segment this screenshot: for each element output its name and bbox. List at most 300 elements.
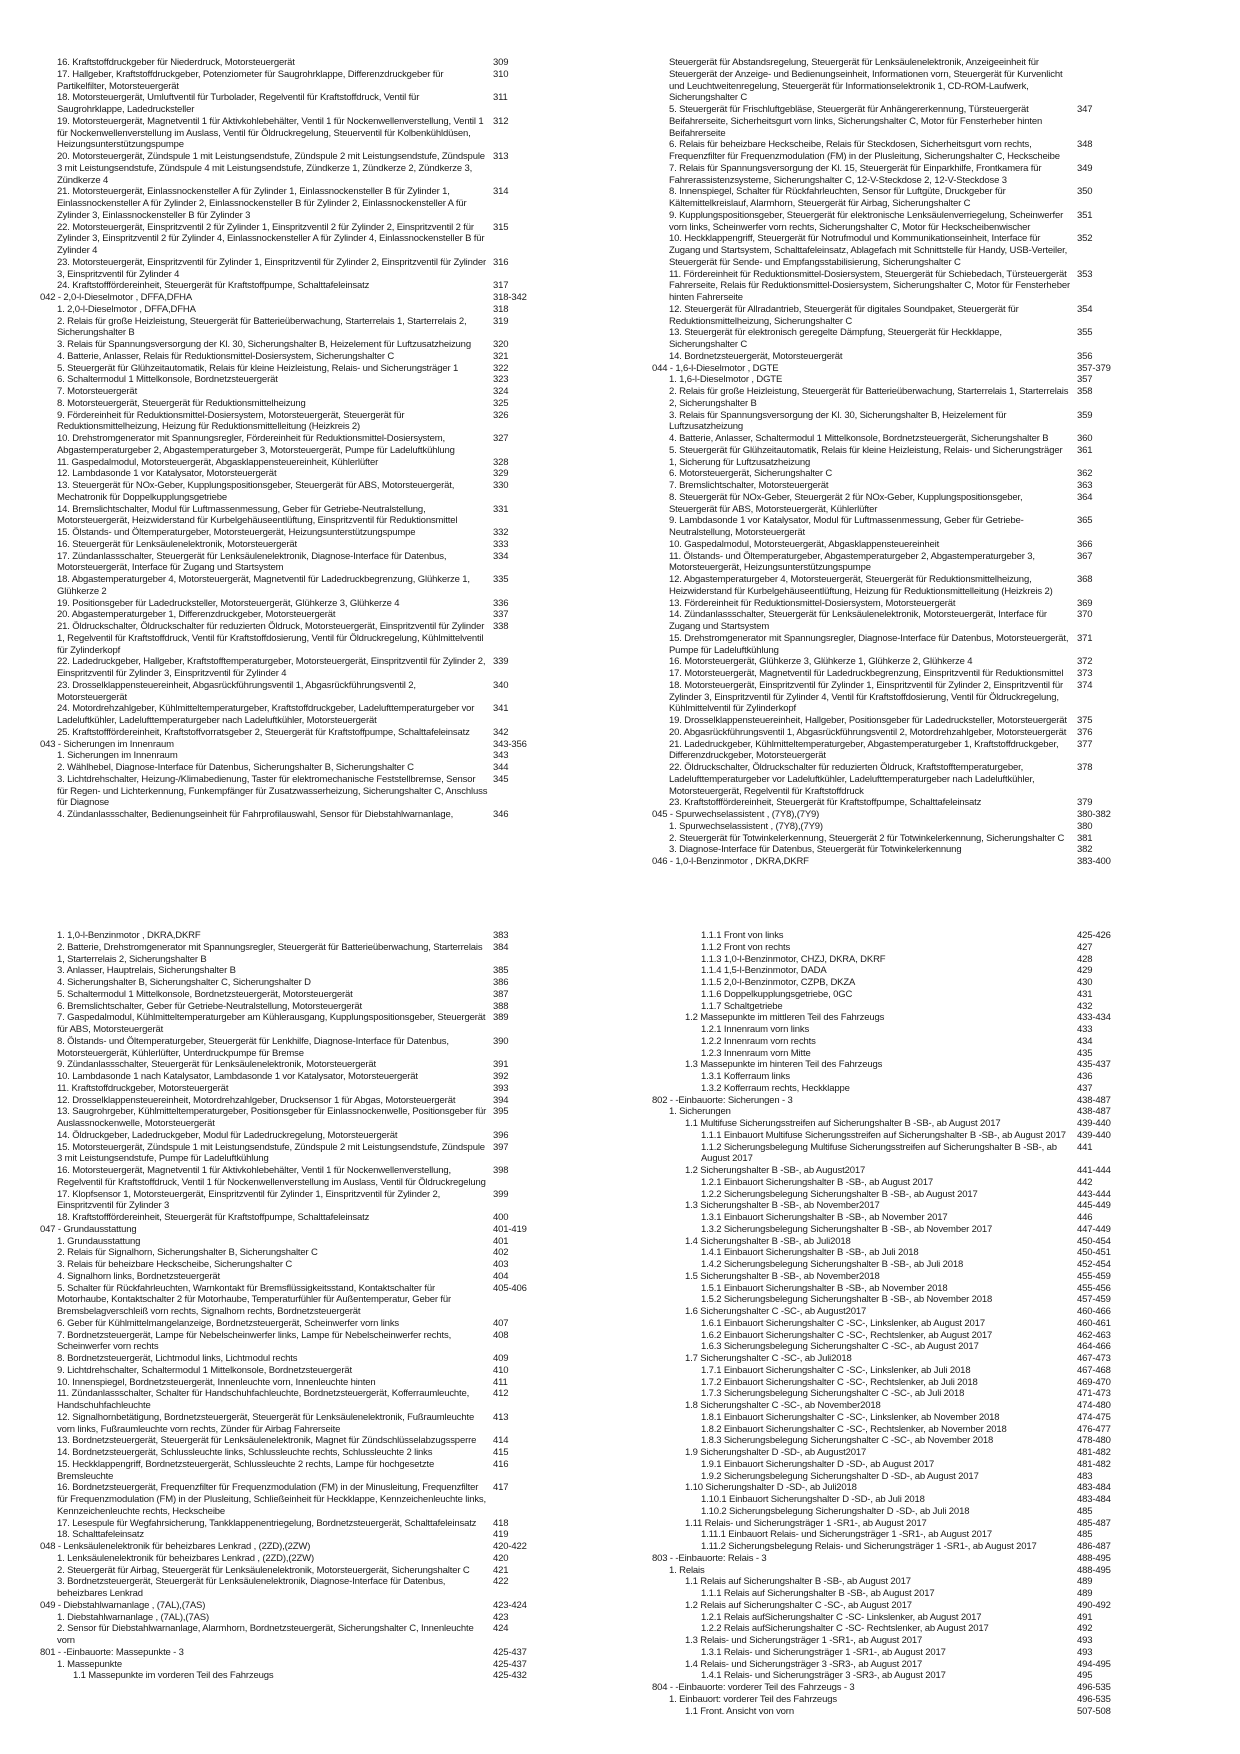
toc-entry (40, 351, 540, 363)
toc-entry (652, 574, 1122, 598)
toc-entry-text: 15. Drehstromgenerator mit Spannungsregler, Diagnose-Interface für Datenbus, Motorsteuergerät, Pumpe für Ladeluftkühlung (669, 632, 1069, 656)
toc-entry-text: 9. Lambdasonde 1 vor Katalysator, Modul für Luftmassenmessung, Geber für Getriebe-Neutralstellung, Motorsteuergerät (669, 515, 1024, 538)
toc-entry-text: 5. Schaltermodul 1 Mittelkonsole, Bordnetzsteuergerät, Motorsteuergerät (57, 988, 353, 1000)
toc-entry-text: 25. Kraftstofffördereinheit, Kraftstoffvorratsgeber 2, Steuergerät für Kraftstoffpumpe, Schalttafeleinsatz (57, 726, 470, 738)
toc-entry-pages: 377 (1077, 738, 1093, 750)
toc-entry (652, 1518, 1122, 1530)
toc-entry (652, 1294, 1122, 1306)
toc-entry-text: 6. Motorsteuergerät, Sicherungshalter C (669, 468, 833, 480)
toc-entry-pages: 476-477 (1077, 1423, 1111, 1435)
toc-entry (40, 504, 540, 528)
toc-entry-pages: 318-342 (493, 292, 527, 303)
toc-entry (40, 574, 540, 598)
toc-entry-pages: 436 (1077, 1071, 1093, 1082)
toc-entry-pages: 450-451 (1077, 1247, 1111, 1259)
toc-entry-text: 11. Fördereinheit für Reduktionsmittel-Dosiersystem, Steuergerät für Schiebedach, Türsteuergerät Fahrerseite, Relais für Reduktionsmittel-Dosiersystem, Sicherungshalter C, Motor für Fensterheber hinten Fahrerseite (669, 268, 1070, 303)
toc-entry (652, 1106, 1122, 1118)
toc-entry-text: 16. Kraftstoffdruckgeber für Niederdruck, Motorsteuergerät (57, 57, 295, 68)
toc-entry (652, 954, 1122, 966)
toc-entry-pages: 360 (1077, 433, 1093, 444)
toc-entry-pages: 342 (493, 726, 509, 738)
toc-entry (652, 1529, 1122, 1541)
toc-entry (40, 1083, 540, 1095)
toc-entry (40, 1553, 540, 1565)
toc-entry (652, 930, 1122, 942)
toc-entry (40, 292, 540, 304)
toc-entry (652, 1341, 1122, 1353)
toc-entry-pages: 383 (493, 930, 509, 941)
toc-entry-pages: 386 (493, 977, 509, 988)
toc-entry-text: 18. Abgastemperaturgeber 4, Motorsteuergerät, Magnetventil für Ladedruckbegrenzung, Glühkerze 1, Glühkerze 2 (57, 574, 470, 597)
toc-entry-pages: 489 (1077, 1576, 1093, 1588)
toc-entry-pages: 380 (1077, 820, 1093, 832)
toc-entry-pages: 361 (1077, 444, 1093, 456)
toc-entry-pages: 384 (493, 941, 509, 953)
toc-entry-pages: 321 (493, 350, 509, 362)
toc-entry (652, 844, 1122, 856)
toc-entry (40, 1647, 540, 1659)
toc-entry (652, 1353, 1122, 1365)
toc-entry-text: 13. Bordnetzsteuergerät, Steuergerät für Lenksäulenelektronik, Magnet für Zündschlüsselabzugssperre (57, 1435, 477, 1447)
toc-entry-text: 1.7.1 Einbauort Sicherungshalter C -SC-, Linkslenker, ab Juli 2018 (701, 1364, 971, 1376)
toc-entry-text: 11. Gaspedalmodul, Motorsteuergerät, Abgasklappensteuereinheit, Kühlerlüfter (57, 456, 379, 468)
toc-entry-pages: 455-459 (1077, 1270, 1111, 1282)
toc-entry-pages: 347 (1077, 104, 1093, 115)
toc-entry (652, 1130, 1122, 1142)
toc-column-bottom-left (40, 930, 540, 1682)
toc-entry-text: 17. Lesespule für Wegfahrsicherung, Tankklappenentriegelung, Bordnetzsteuergerät, Schalttafeleinsatz (57, 1517, 477, 1529)
toc-entry-text: 1.1.2 Sicherungsbelegung Multifuse Sicherungsstreifen auf Sicherungshalter B -SB-, ab August 2017 (701, 1141, 1057, 1165)
toc-entry (40, 1412, 540, 1436)
toc-entry-pages: 400 (493, 1212, 509, 1223)
toc-entry-text: 1.1 Massepunkte im vorderen Teil des Fahrzeugs (73, 1670, 274, 1682)
toc-entry-pages: 417 (493, 1482, 509, 1494)
toc-entry-text: 1.8 Sicherungshalter C -SC-, ab November2018 (685, 1400, 881, 1411)
toc-entry-pages: 358 (1077, 386, 1093, 397)
toc-entry-pages: 311 (493, 92, 508, 104)
toc-entry-text: 8. Steuergerät für NOx-Geber, Steuergerät 2 für NOx-Geber, Kupplungspositionsgeber, Steuergerät für ABS, Motorsteuergerät, Kühlerlüfter (669, 491, 1023, 515)
toc-entry (652, 715, 1122, 727)
toc-entry (40, 1435, 540, 1447)
toc-entry-pages: 420-422 (493, 1541, 527, 1552)
toc-entry-text: 12. Abgastemperaturgeber 4, Motorsteuergerät, Steuergerät für Reduktionsmittelheizung, Heizwiderstand für Kurbelgehäuseentlüftung, Heizung für Reduktionsmittelleitung (Heizkreis 2) (669, 574, 1053, 597)
toc-entry-text: 1.4.1 Relais- und Sicherungsträger 3 -SR3-, ab August 2017 (701, 1670, 946, 1682)
toc-entry-pages: 414 (493, 1435, 509, 1447)
toc-entry (652, 762, 1122, 797)
toc-entry-text: 22. Öldruckschalter, Öldruckschalter für reduzierten Öldruck, Kraftstofftemperaturgeber, Ladelufttemperaturgeber vor Ladeluftkühler, Ladelufttemperaturgeber nach Ladeluftkühler, Motorsteuergerät, Regelventil für Kraftstoffdruck (669, 762, 1035, 797)
toc-entry-text: 1.1.5 2,0-l-Benzinmotor, CZPB, DKZA (701, 977, 856, 988)
toc-entry-text: 13. Steuergerät für elektronisch geregelte Dämpfung, Steuergerät für Heckklappe, Sicherungshalter C (669, 327, 1002, 350)
toc-entry-pages: 357 (1077, 374, 1093, 386)
toc-entry-pages: 442 (1077, 1176, 1093, 1188)
toc-entry-text: Steuergerät für Abstandsregelung, Steuergerät für Lenksäulenelektronik, Anzeigeeinheit für Steuergerät der Anzeige- und Bedienungseinheit, Informationen vorn, Steuergerät für Kurvenlicht und Leuchtweitenregelung, Steuergerät für Informationselektronik 1, CD-ROM-Laufwerk, Sicherungshalter C (669, 57, 1063, 104)
toc-entry-pages: 327 (493, 433, 509, 444)
toc-entry (40, 1106, 540, 1130)
toc-entry (40, 527, 540, 539)
toc-entry (652, 233, 1122, 268)
toc-entry-text: 1.9.2 Sicherungsbelegung Sicherungshalter D -SD-, ab August 2017 (701, 1470, 979, 1482)
toc-entry-pages: 431 (1077, 988, 1093, 1000)
toc-entry-pages: 439-440 (1077, 1129, 1111, 1141)
toc-entry-text: 4. Zündanlassschalter, Bedienungseinheit für Fahrprofilauswahl, Sensor für Diebstahlwarnanlage, (57, 809, 454, 820)
toc-entry-text: 1. Spurwechselassistent , (7Y8),(7Y9) (669, 820, 823, 832)
toc-entry-text: 1.1.1 Front von links (701, 930, 784, 941)
toc-entry-pages: 346 (493, 809, 509, 820)
toc-entry-text: 20. Abgasrückführungsventil 1, Abgasrückführungsventil 2, Motordrehzahlgeber, Motorsteuergerät (669, 726, 1067, 738)
toc-entry-text: 3. Diagnose-Interface für Datenbus, Steuergerät für Totwinkelerkennung (669, 844, 962, 856)
toc-entry (652, 468, 1122, 480)
toc-entry-text: 4. Batterie, Anlasser, Relais für Reduktionsmittel-Dosiersystem, Sicherungshalter C (57, 350, 395, 362)
toc-entry-pages: 349 (1077, 162, 1093, 174)
toc-entry-text: 8. Motorsteuergerät, Steuergerät für Reduktionsmittelheizung (57, 397, 306, 409)
toc-entry-text: 1.2 Massepunkte im mittleren Teil des Fahrzeugs (685, 1012, 885, 1024)
toc-entry-text: 4. Signalhorn links, Bordnetzsteuergerät (57, 1270, 220, 1282)
toc-entry (40, 1518, 540, 1530)
toc-entry (652, 1236, 1122, 1248)
toc-entry-text: 1. Sicherungen im Innenraum (57, 750, 178, 762)
toc-entry (40, 1212, 540, 1224)
toc-entry-text: 22. Ladedruckgeber, Hallgeber, Kraftstofftemperaturgeber, Motorsteuergerät, Einspritzventil für Zylinder 2, Einspritzventil für Zylinder 3, Einspritzventil für Zylinder 4 (57, 656, 486, 679)
toc-entry (652, 1565, 1122, 1577)
toc-entry-pages: 385 (493, 965, 509, 977)
toc-entry-text: 1.3 Massepunkte im hinteren Teil des Fahrzeugs (685, 1059, 883, 1071)
toc-entry-text: 2. Steuergerät für Airbag, Steuergerät für Lenksäulenelektronik, Motorsteuergerät, Sicherungshalter C (57, 1564, 470, 1576)
toc-entry (652, 1706, 1122, 1718)
toc-entry-text: 046 - 1,0-l-Benzinmotor , DKRA,DKRF (652, 856, 809, 867)
toc-entry-text: 13. Fördereinheit für Reduktionsmittel-Dosiersystem, Motorsteuergerät (669, 597, 956, 609)
toc-entry-pages: 309 (493, 57, 509, 68)
toc-entry-pages: 351 (1077, 209, 1093, 221)
toc-entry (652, 1012, 1122, 1024)
toc-entry-text: 3. Bordnetzsteuergerät, Steuergerät für Lenksäulenelektronik, Diagnose-Interface für Datenbus, beheizbares Lenkrad (57, 1576, 446, 1599)
toc-entry (652, 1694, 1122, 1706)
toc-entry-text: 5. Steuergerät für Glühzeitautomatik, Relais für kleine Heizleistung, Relais- und Sicherungsträger 1, Sicherung für Luftzusatzheizung (669, 444, 1063, 468)
toc-entry-text: 1.5 Sicherungshalter B -SB-, ab November2018 (685, 1270, 880, 1282)
toc-entry (652, 977, 1122, 989)
toc-entry-pages: 493 (1077, 1635, 1093, 1646)
toc-entry (652, 942, 1122, 954)
toc-entry-pages: 328 (493, 456, 509, 468)
toc-entry-text: 3. Lichtdrehschalter, Heizung-/Klimabedienung, Taster für elektromechanische Feststellbremse, Sensor für Regen- und Lichterkennung, Funkempfänger für Zusatzwasserheizung, Sicherungshalter C, Anschluss für Diagnose (57, 773, 488, 809)
toc-entry (652, 57, 1122, 104)
toc-entry-text: 2. Relais für Signalhorn, Sicherungshalter B, Sicherungshalter C (57, 1247, 318, 1259)
toc-entry-text: 13. Steuergerät für NOx-Geber, Kupplungspositionsgeber, Steuergerät für ABS, Motorsteuergerät, Mechatronik für Doppelkupplungsgetriebe (57, 480, 455, 503)
toc-entry-text: 9. Lichtdrehschalter, Schaltermodul 1 Mittelkonsole, Bordnetzsteuergerät (57, 1364, 352, 1376)
toc-entry-text: 2. Wählhebel, Diagnose-Interface für Datenbus, Sicherungshalter B, Sicherungshalter C (57, 762, 414, 773)
toc-entry-text: 18. Schalttafeleinsatz (57, 1529, 145, 1541)
toc-entry-pages: 419 (493, 1529, 509, 1541)
toc-entry-pages: 428 (1077, 953, 1093, 965)
toc-entry-pages: 382 (1077, 844, 1093, 856)
toc-entry-pages: 368 (1077, 574, 1093, 585)
toc-entry (40, 116, 540, 151)
toc-entry-text: 1.11 Relais- und Sicherungsträger 1 -SR1-, ab August 2017 (685, 1517, 927, 1529)
toc-entry-pages: 335 (493, 574, 509, 585)
toc-entry-text: 11. Kraftstoffdruckgeber, Motorsteuergerät (57, 1082, 229, 1094)
toc-entry-text: 1.2.2 Sicherungsbelegung Sicherungshalter B -SB-, ab August 2017 (701, 1188, 978, 1200)
toc-entry (652, 104, 1122, 139)
toc-entry-text: 3. Relais für Spannungsversorgung der Kl. 30, Sicherungshalter B, Heizelement für Luftzusatzheizung (57, 339, 471, 350)
toc-entry-pages: 319 (493, 315, 509, 327)
toc-entry-text: 043 - Sicherungen im Innenraum (40, 738, 174, 750)
toc-entry-text: 13. Saugrohrgeber, Kühlmitteltemperaturgeber, Positionsgeber für Einlassnockenwelle, Positionsgeber für Auslassnockenwelle, Motorsteuergerät (57, 1106, 487, 1129)
toc-entry-pages: 483-484 (1077, 1494, 1111, 1505)
toc-entry-text: 10. Innenspiegel, Bordnetzsteuergerät, Innenleuchte vorn, Innenleuchte hinten (57, 1376, 376, 1388)
toc-entry (40, 1224, 540, 1236)
toc-entry (652, 1588, 1122, 1600)
toc-entry-text: 12. Signalhornbetätigung, Bordnetzsteuergerät, Steuergerät für Lenksäulenelektronik, Fußraumleuchte vorn links, Fußraumleuchte vorn rechts, Zünder für Airbag Fahrerseite (57, 1411, 475, 1435)
toc-entry-pages: 435 (1077, 1047, 1093, 1059)
toc-entry-text: 1.1 Front. Ansicht von vorn (685, 1705, 794, 1717)
toc-entry-text: 17. Klopfsensor 1, Motorsteuergerät, Einspritzventil für Zylinder 1, Einspritzventil für Zylinder 2, Einspritzventil für Zylinder 3 (57, 1188, 441, 1212)
toc-entry-text: 16. Motorsteuergerät, Magnetventil 1 für Aktivkohlebehälter, Ventil 1 für Nockenwellenverstellung, Regelventil für Kraftstoffdruck, Ventil 1 für Nockenwellenverstellung im Auslass, Ventil für Öldruckregelung (57, 1165, 486, 1188)
toc-entry (652, 1330, 1122, 1342)
toc-entry-text: 16. Steuergerät für Lenksäulenelektronik, Motorsteuergerät (57, 538, 298, 550)
toc-entry-text: 1. Einbauort: vorderer Teil des Fahrzeugs (669, 1693, 837, 1705)
toc-entry-pages: 427 (1077, 941, 1093, 953)
toc-entry-text: 1.10 Sicherungshalter D -SD-, ab Juli2018 (685, 1482, 857, 1494)
toc-entry (652, 1494, 1122, 1506)
toc-entry-text: 10. Lambdasonde 1 nach Katalysator, Lambdasonde 1 vor Katalysator, Motorsteuergerät (57, 1071, 418, 1082)
toc-entry-pages: 318 (493, 303, 509, 315)
toc-entry-pages: 425-426 (1077, 930, 1111, 941)
toc-entry (652, 1400, 1122, 1412)
toc-entry-pages: 415 (493, 1447, 509, 1458)
toc-entry (40, 57, 540, 69)
toc-entry-text: 1.3.2 Sicherungsbelegung Sicherungshalter B -SB-, ab November 2017 (701, 1223, 993, 1235)
toc-entry (40, 186, 540, 221)
toc-entry-text: 1.4.1 Einbauort Sicherungshalter B -SB-, ab Juli 2018 (701, 1247, 919, 1259)
toc-entry-pages: 491 (1077, 1611, 1093, 1623)
toc-entry (40, 965, 540, 977)
toc-entry-pages: 433 (1077, 1024, 1093, 1035)
toc-column-bottom-right (652, 930, 1122, 1717)
toc-entry (40, 1189, 540, 1213)
toc-entry (652, 1083, 1122, 1095)
toc-entry-text: 1.3.2 Kofferraum rechts, Heckklappe (701, 1082, 850, 1094)
toc-entry-pages: 441-444 (1077, 1165, 1111, 1176)
toc-entry-pages: 488-495 (1077, 1564, 1111, 1576)
toc-entry-pages: 494-495 (1077, 1658, 1111, 1670)
toc-entry-text: 14. Bremslichtschalter, Modul für Luftmassenmessung, Geber für Getriebe-Neutralstellung, Motorsteuergerät, Heizwiderstand für Kurbelgehäuseentlüftung, Einspritzventil für Reduktionsmittel (57, 503, 458, 527)
toc-entry (652, 609, 1122, 633)
toc-entry-text: 1. 1,0-l-Benzinmotor , DKRA,DKRF (57, 930, 201, 941)
toc-entry (40, 363, 540, 375)
toc-entry (40, 977, 540, 989)
toc-entry-text: 14. Bordnetzsteuergerät, Schlussleuchte links, Schlussleuchte rechts, Schlussleuchte 2 links (57, 1447, 433, 1458)
toc-entry-pages: 398 (493, 1165, 509, 1176)
toc-entry (652, 668, 1122, 680)
toc-entry-text: 1.2.3 Innenraum vorn Mitte (701, 1047, 811, 1059)
toc-entry (652, 1271, 1122, 1283)
toc-entry (40, 598, 540, 610)
toc-entry-text: 1.3 Sicherungshalter B -SB-, ab November2017 (685, 1200, 880, 1212)
toc-entry-text: 11. Ölstands- und Öltemperaturgeber, Abgastemperaturgeber 2, Abgastemperaturgeber 3, Motorsteuergerät, Heizungsunterstützungspumpe (669, 550, 1035, 574)
toc-entry-pages: 348 (1077, 139, 1093, 151)
toc-entry-pages: 485-487 (1077, 1517, 1111, 1529)
toc-entry (40, 1541, 540, 1553)
toc-entry-text: 1.6.3 Sicherungsbelegung Sicherungshalter C -SC-, ab August 2017 (701, 1341, 979, 1353)
toc-entry (40, 92, 540, 116)
toc-entry-text: 1.1 Multifuse Sicherungsstreifen auf Sicherungshalter B -SB-, ab August 2017 (685, 1118, 1001, 1129)
toc-entry (40, 727, 540, 739)
toc-entry-text: 1. 1,6-l-Dieselmotor , DGTE (669, 374, 783, 386)
toc-entry-text: 20. Abgastemperaturgeber 1, Differenzdruckgeber, Motorsteuergerät (57, 609, 336, 621)
toc-entry-pages: 443-444 (1077, 1188, 1111, 1200)
toc-entry-text: 1.3 Relais- und Sicherungsträger 1 -SR1-, ab August 2017 (685, 1635, 923, 1646)
toc-entry-text: 1.2.1 Innenraum vorn links (701, 1024, 810, 1035)
toc-entry-text: 7. Gaspedalmodul, Kühlmitteltemperaturgeber am Kühlerausgang, Kupplungspositionsgeber, Steuergerät für ABS, Motorsteuergerät (57, 1012, 486, 1035)
toc-entry-pages: 464-466 (1077, 1341, 1111, 1353)
toc-entry-pages: 420 (493, 1552, 509, 1564)
toc-entry-pages: 326 (493, 409, 509, 421)
toc-entry-pages: 478-480 (1077, 1435, 1111, 1447)
toc-entry-pages: 355 (1077, 327, 1093, 339)
toc-entry-pages: 425-432 (493, 1670, 527, 1682)
toc-entry-pages: 423 (493, 1611, 509, 1623)
toc-entry-text: 23. Kraftstofffördereinheit, Steuergerät für Kraftstoffpumpe, Schalttafeleinsatz (669, 797, 982, 809)
toc-entry (40, 989, 540, 1001)
toc-entry-text: 14. Öldruckgeber, Ladedruckgeber, Modul für Ladedruckregelung, Motorsteuergerät (57, 1129, 398, 1141)
toc-entry (652, 833, 1122, 845)
toc-entry (652, 1224, 1122, 1236)
toc-entry (40, 621, 540, 656)
toc-entry-text: 19. Motorsteuergerät, Magnetventil 1 für Aktivkohlebehälter, Ventil 1 für Nockenwellenverstellung, Ventil 1 für Nockenwellenverstellung im Auslass, Ventil für Öldruckregelung, Steuerventil für Kolbenkühldüsen, Heizungsunterstützungspumpe (57, 115, 484, 151)
toc-entry (652, 480, 1122, 492)
toc-entry (40, 930, 540, 942)
toc-entry (40, 551, 540, 575)
toc-entry-text: 048 - Lenksäulenelektronik für beheizbares Lenkrad , (2ZD),(2ZW) (40, 1541, 311, 1552)
toc-entry-text: 1.7.3 Sicherungsbelegung Sicherungshalter C -SC-, ab Juli 2018 (701, 1388, 965, 1400)
toc-entry (40, 809, 540, 821)
toc-entry (40, 1659, 540, 1671)
toc-entry-pages: 410 (493, 1364, 509, 1376)
toc-entry (40, 680, 540, 704)
toc-entry-pages: 383-400 (1077, 856, 1111, 867)
toc-entry-pages: 341 (493, 703, 509, 715)
toc-entry-pages: 387 (493, 988, 509, 1000)
toc-entry (652, 1623, 1122, 1635)
toc-entry-text: 1.5.1 Einbauort Sicherungshalter B -SB-, ab November 2018 (701, 1282, 948, 1294)
toc-entry-pages: 343-356 (493, 738, 527, 750)
toc-entry-pages: 337 (493, 609, 509, 621)
toc-entry (40, 762, 540, 774)
toc-entry-text: 1.11.2 Sicherungsbelegung Relais- und Sicherungsträger 1 -SR1-, ab August 2017 (701, 1541, 1037, 1552)
toc-entry-pages: 325 (493, 397, 509, 409)
toc-entry-pages: 391 (493, 1059, 509, 1071)
toc-entry (652, 1682, 1122, 1694)
toc-entry-pages: 340 (493, 679, 509, 691)
toc-entry-pages: 408 (493, 1329, 509, 1341)
toc-entry-text: 1. 2,0-l-Dieselmotor , DFFA,DFHA (57, 303, 196, 315)
toc-entry (652, 492, 1122, 516)
toc-entry (40, 1623, 540, 1647)
toc-entry-text: 1.10.2 Sicherungsbelegung Sicherungshalter D -SD-, ab Juli 2018 (701, 1505, 970, 1517)
toc-entry-pages: 404 (493, 1270, 509, 1282)
toc-entry-pages: 373 (1077, 668, 1093, 679)
toc-entry-pages: 493 (1077, 1646, 1093, 1658)
toc-entry-text: 1.1.1 Einbauort Multifuse Sicherungsstreifen auf Sicherungshalter B -SB-, ab August 2017 (701, 1129, 1066, 1141)
toc-entry (652, 1071, 1122, 1083)
toc-entry-text: 18. Motorsteuergerät, Einspritzventil für Zylinder 1, Einspritzventil für Zylinder 2, Einspritzventil für Zylinder 3, Einspritzventil für Zylinder 4, Ventil für Kraftstoffdosierung, Ventil für Öldruckregelung, Kühlmittelventil für Zylinderkopf (669, 679, 1063, 715)
toc-entry-pages: 441 (1077, 1141, 1093, 1153)
toc-entry-pages: 381 (1077, 832, 1093, 844)
toc-entry (40, 1012, 540, 1036)
toc-entry (652, 598, 1122, 610)
toc-entry-pages: 418 (493, 1517, 509, 1529)
toc-entry-text: 1.6.1 Einbauort Sicherungshalter C -SC-, Linkslenker, ab August 2017 (701, 1317, 985, 1329)
toc-entry-pages: 425-437 (493, 1646, 527, 1658)
toc-entry-text: 1.4 Relais- und Sicherungsträger 3 -SR3-, ab August 2017 (685, 1658, 923, 1670)
toc-entry-text: 1.8.3 Sicherungsbelegung Sicherungshalter C -SC-, ab November 2018 (701, 1435, 994, 1447)
toc-entry-pages: 447-449 (1077, 1223, 1111, 1235)
toc-entry-pages: 496-535 (1077, 1693, 1111, 1705)
toc-entry-text: 1.2.1 Relais aufSicherungshalter C -SC- Linkslenker, ab August 2017 (701, 1611, 982, 1623)
toc-entry-text: 1.2 Sicherungshalter B -SB-, ab August2017 (685, 1165, 866, 1176)
toc-entry-text: 16. Bordnetzsteuergerät, Frequenzfilter für Frequenzmodulation (FM) in der Minusleitung, Frequenzfilter für Frequenzmodulation (FM) in der Plusleitung, Schließeinheit für Heckklappe, Kennzeichenleuchte links, Kennzeichenleuchte rechts, Heckscheibe (57, 1482, 487, 1517)
toc-entry-pages: 334 (493, 550, 509, 562)
toc-entry (40, 1447, 540, 1459)
toc-entry-text: 1.4 Sicherungshalter B -SB-, ab Juli2018 (685, 1235, 851, 1247)
toc-entry-pages: 439-440 (1077, 1118, 1111, 1129)
toc-entry-pages: 380-382 (1077, 809, 1111, 820)
toc-entry (40, 1576, 540, 1600)
toc-entry (652, 1283, 1122, 1295)
toc-entry-pages: 345 (493, 773, 509, 785)
toc-entry-pages: 344 (493, 762, 509, 773)
toc-entry (652, 1435, 1122, 1447)
toc-entry (652, 1318, 1122, 1330)
toc-entry-pages: 412 (493, 1388, 509, 1400)
toc-entry-text: 18. Motorsteuergerät, Umluftventil für Turbolader, Regelventil für Kraftstoffdruck, Ventil für Saugrohrklappe, Ladedrucksteller (57, 92, 420, 115)
toc-entry (40, 480, 540, 504)
toc-entry-text: 1.8.1 Einbauort Sicherungshalter C -SC-, Linkslenker, ab November 2018 (701, 1411, 1000, 1423)
toc-entry-pages: 357-379 (1077, 362, 1111, 374)
toc-entry-text: 1.10.1 Einbauort Sicherungshalter D -SD-, ab Juli 2018 (701, 1494, 925, 1505)
toc-entry-text: 2. Relais für große Heizleistung, Steuergerät für Batterieüberwachung, Starterrelais 1, Starterrelais 2, Sicherungshalter B (57, 315, 467, 339)
toc-entry (652, 739, 1122, 763)
toc-entry-pages: 356 (1077, 350, 1093, 362)
toc-entry (40, 1529, 540, 1541)
toc-entry (652, 1670, 1122, 1682)
toc-entry-text: 2. Batterie, Drehstromgenerator mit Spannungsregler, Steuergerät für Batterieüberwachung, Starterrelais 1, Starterrelais 2, Sicherungshalter B (57, 941, 483, 965)
toc-entry-pages: 378 (1077, 762, 1093, 773)
toc-entry-text: 1.3.1 Kofferraum links (701, 1071, 790, 1082)
toc-entry-text: 1.2.1 Einbauort Sicherungshalter B -SB-, ab August 2017 (701, 1176, 934, 1188)
toc-entry (40, 1271, 540, 1283)
toc-entry-text: 19. Drosselklappensteuereinheit, Hallgeber, Positionsgeber für Ladedrucksteller, Motorsteuergerät (669, 715, 1067, 726)
toc-entry-pages: 322 (493, 362, 509, 374)
toc-entry-text: 8. Ölstands- und Öltemperaturgeber, Steuergerät für Lenkhilfe, Diagnose-Interface für Datenbus, Motorsteuergerät, Kühlerlüfter, Unterdruckpumpe für Bremse (57, 1035, 449, 1059)
toc-entry-text: 1.1.1 Relais auf Sicherungshalter B -SB-, ab August 2017 (701, 1588, 935, 1599)
toc-entry (40, 1377, 540, 1389)
toc-entry-text: 4. Sicherungshalter B, Sicherungshalter C, Sicherungshalter D (57, 977, 311, 988)
toc-entry-text: 2. Relais für große Heizleistung, Steuergerät für Batterieüberwachung, Starterrelais 1, Starterrelais 2, Sicherungshalter B (669, 386, 1069, 409)
toc-entry-text: 17. Zündanlassschalter, Steuergerät für Lenksäulenelektronik, Diagnose-Interface für Datenbus, Motorsteuergerät, Interface für Zugang und Startsystem (57, 550, 447, 574)
toc-entry-pages: 481-482 (1077, 1447, 1111, 1458)
toc-entry-text: 23. Drosselklappensteuereinheit, Abgasrückführungsventil 1, Abgasrückführungsventil 2, Motorsteuergerät (57, 679, 416, 703)
toc-entry-pages: 374 (1077, 679, 1093, 691)
toc-entry-text: 1.1.4 1,5-l-Benzinmotor, DADA (701, 965, 827, 977)
toc-entry (652, 856, 1122, 868)
toc-entry-pages: 339 (493, 656, 509, 668)
toc-entry (40, 457, 540, 469)
toc-entry-text: 802 - -Einbauorte: Sicherungen - 3 (652, 1094, 793, 1106)
toc-entry-pages: 489 (1077, 1588, 1093, 1599)
toc-entry-text: 17. Motorsteuergerät, Magnetventil für Ladedruckbegrenzung, Einspritzventil für Reduktionsmittel (669, 668, 1064, 679)
toc-entry-text: 1.3.1 Einbauort Sicherungshalter B -SB-, ab November 2017 (701, 1212, 948, 1223)
toc-entry (652, 727, 1122, 739)
